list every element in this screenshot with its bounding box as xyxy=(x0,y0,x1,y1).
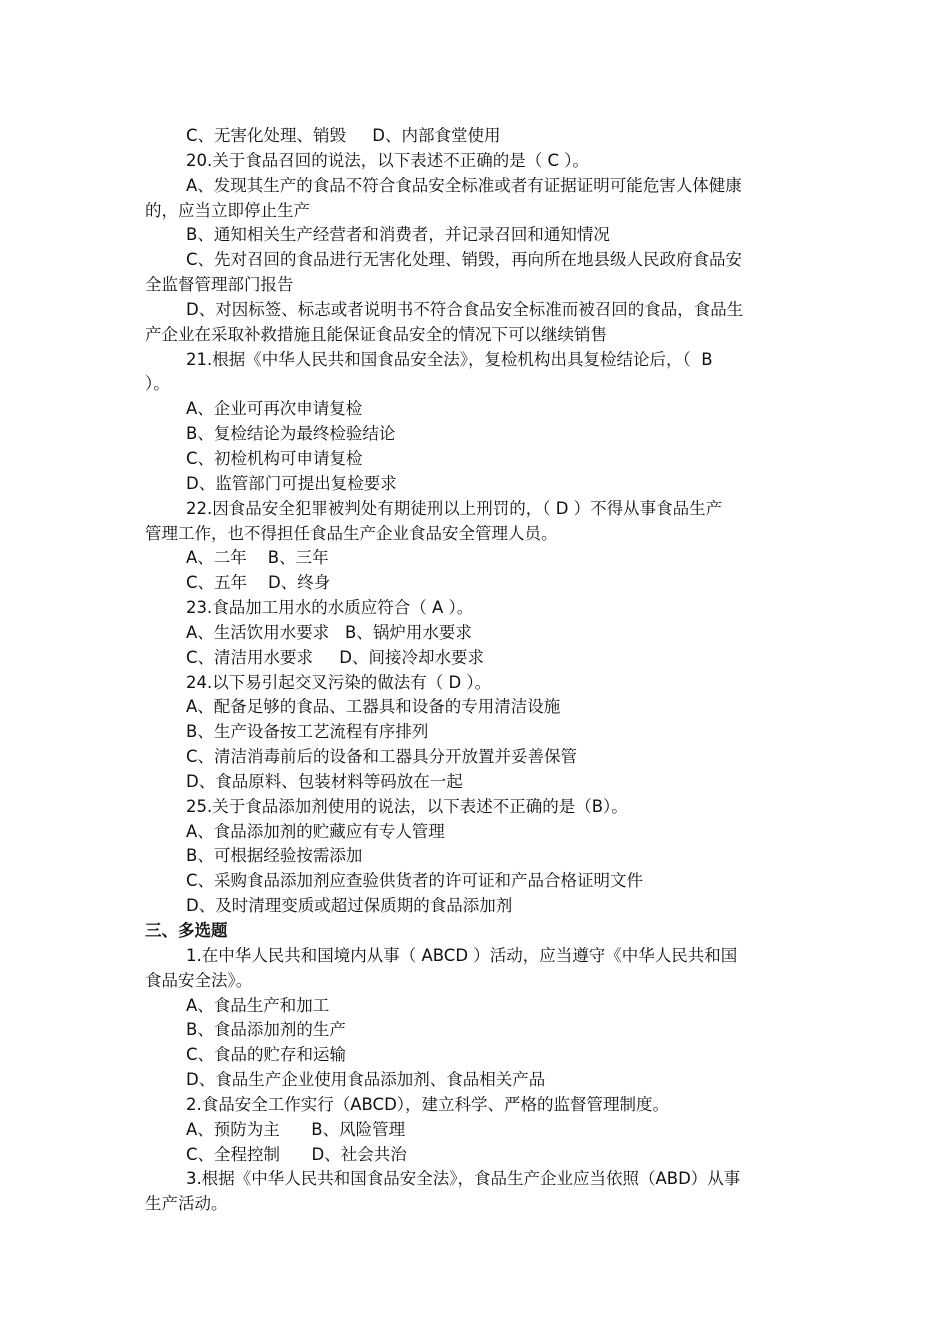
mq1-stem: 1.在中华人民共和国境内从事（ ABCD ）活动，应当遵守《中华人民共和国 xyxy=(186,945,738,965)
mq2-options-ab: A、预防为主 B、风险管理 xyxy=(186,1119,406,1139)
q20-option-a: A、发现其生产的食品不符合食品安全标准或者有证据证明可能危害人体健康 xyxy=(186,175,742,195)
mq3-stem: 3.根据《中华人民共和国食品安全法》，食品生产企业应当依照（ABD）从事 xyxy=(186,1169,741,1189)
q20-option-c: C、先对召回的食品进行无害化处理、销毁，再向所在地县级人民政府食品安 xyxy=(186,250,743,270)
q25-option-d: D、及时清理变质或超过保质期的食品添加剂 xyxy=(186,896,513,916)
q21-option-a: A、企业可再次申请复检 xyxy=(186,399,363,419)
q23-options-cd: C、清洁用水要求 D、间接冷却水要求 xyxy=(186,647,484,667)
document-page xyxy=(0,124,950,1217)
q23-options-ab: A、生活饮用水要求 B、锅炉用水要求 xyxy=(186,622,472,642)
q20-option-d-cont: 产企业在采取补救措施且能保证食品安全的情况下可以继续销售 xyxy=(145,324,607,344)
q24-option-c: C、清洁消毒前后的设备和工器具分开放置并妥善保管 xyxy=(186,747,578,767)
mq2-options-cd: C、全程控制 D、社会共治 xyxy=(186,1144,407,1164)
q20-option-b: B、通知相关生产经营者和消费者，并记录召回和通知情况 xyxy=(186,225,610,245)
q20-option-c-cont: 全监督管理部门报告 xyxy=(145,275,294,295)
mq1-option-d: D、食品生产企业使用食品添加剂、食品相关产品 xyxy=(186,1070,546,1090)
q25-option-b: B、可根据经验按需添加 xyxy=(186,846,363,866)
q20-option-d: D、对因标签、标志或者说明书不符合食品安全标准而被召回的食品，食品生 xyxy=(186,299,744,319)
q25-option-a: A、食品添加剂的贮藏应有专人管理 xyxy=(186,821,445,841)
mq3-stem-cont: 生产活动。 xyxy=(145,1194,228,1214)
q19-options-cd: C、无害化处理、销毁 D、内部食堂使用 xyxy=(186,126,501,145)
q21-stem: 21.根据《中华人民共和国食品安全法》，复检机构出具复检结论后，（ B xyxy=(186,349,713,369)
q25-option-c: C、采购食品添加剂应查验供货者的许可证和产品合格证明文件 xyxy=(186,871,644,891)
q20-option-a-cont: 的，应当立即停止生产 xyxy=(145,200,310,220)
q22-options-cd: C、五年 D、终身 xyxy=(186,573,331,593)
q24-stem: 24.以下易引起交叉污染的做法有（ D ）。 xyxy=(186,672,492,692)
q21-stem-cont: ）。 xyxy=(145,374,170,394)
q24-option-d: D、食品原料、包装材料等码放在一起 xyxy=(186,771,463,791)
q24-option-b: B、生产设备按工艺流程有序排列 xyxy=(186,722,429,742)
q20-stem: 20.关于食品召回的说法，以下表述不正确的是（ C ）。 xyxy=(186,150,590,170)
q24-option-a: A、配备足够的食品、工器具和设备的专用清洁设施 xyxy=(186,697,561,717)
mq1-option-a: A、食品生产和加工 xyxy=(186,995,330,1015)
q21-option-d: D、监管部门可提出复检要求 xyxy=(186,473,397,493)
mq1-stem-cont: 食品安全法》。 xyxy=(145,970,253,990)
mq1-option-c: C、食品的贮存和运输 xyxy=(186,1045,347,1065)
q25-stem: 25.关于食品添加剂使用的说法，以下表述不正确的是（B）。 xyxy=(186,796,628,816)
mq2-stem: 2.食品安全工作实行（ABCD），建立科学、严格的监督管理制度。 xyxy=(186,1094,670,1114)
q22-options-ab: A、二年 B、三年 xyxy=(186,548,329,568)
q21-option-c: C、初检机构可申请复检 xyxy=(186,448,363,468)
q22-stem: 22.因食品安全犯罪被判处有期徒刑以上刑罚的，（ D ）不得从事食品生产 xyxy=(186,498,723,518)
mq1-option-b: B、食品添加剂的生产 xyxy=(186,1020,346,1040)
section-heading-multiple-choice: 三、多选题 xyxy=(145,921,228,940)
q22-stem-cont: 管理工作，也不得担任食品生产企业食品安全管理人员。 xyxy=(145,523,558,543)
q23-stem: 23.食品加工用水的水质应符合（ A ）。 xyxy=(186,598,474,618)
q21-option-b: B、复检结论为最终检验结论 xyxy=(186,424,396,444)
